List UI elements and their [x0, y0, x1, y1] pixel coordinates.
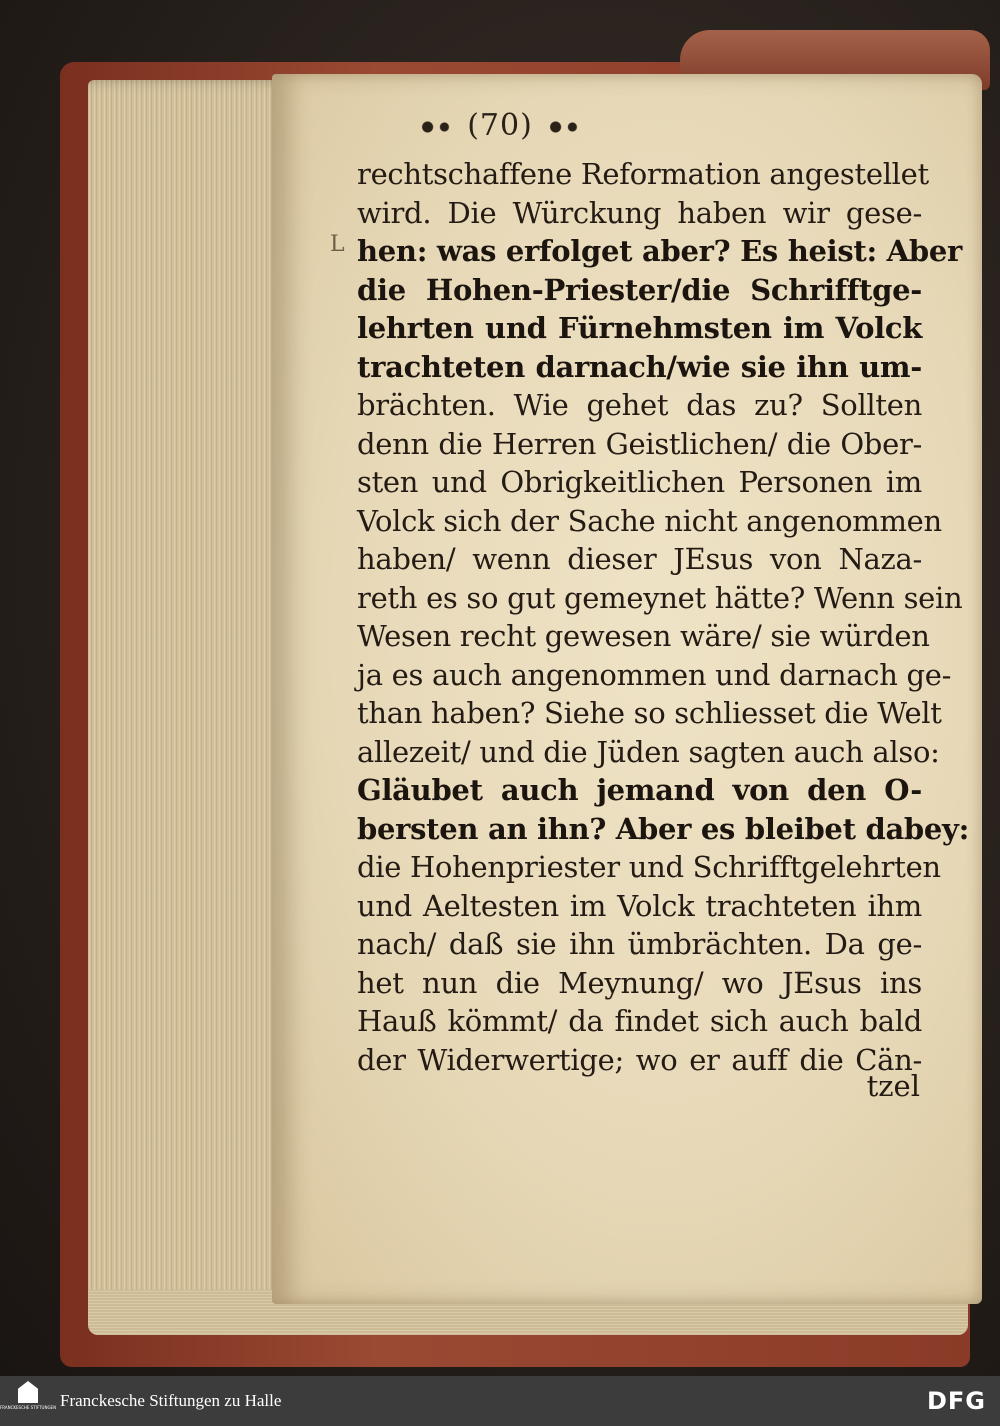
text-line: der Widerwertige; wo er auff die Cän- — [357, 1042, 922, 1077]
text-line: die Hohen-Priester/die Schrifftge- — [357, 272, 922, 307]
ornament-right-icon — [543, 116, 585, 138]
text-line: Gläubet auch jemand von den O- — [357, 773, 922, 807]
page-number — [0, 108, 1000, 143]
ornament-left-icon — [415, 116, 457, 138]
margin-mark: L — [330, 232, 345, 257]
text-line: allezeit/ und die Jüden sagten auch also: — [357, 734, 940, 769]
page-stack-left — [88, 80, 288, 1330]
page-text — [357, 155, 970, 1079]
text-line: haben/ wenn dieser JEsus von Naza- — [357, 542, 922, 576]
text-line: sten und Obrigkeitlichen Personen im — [357, 465, 922, 499]
text-line: bersten an ihn? Aber es bleibet dabey: — [357, 811, 970, 846]
text-line: Volck sich der Sache nicht angenommen — [357, 503, 942, 538]
text-line: Hauß kömmt/ da findet sich auch bald — [357, 1004, 922, 1038]
logo-building-icon — [18, 1381, 38, 1403]
text-line: denn die Herren Geistlichen/ die Ober- — [357, 426, 922, 461]
catchword: tzel — [866, 1069, 920, 1103]
footer-bar — [0, 1376, 1000, 1426]
text-line: rechtschaffene Reformation angestellet — [357, 157, 929, 191]
dfg-logo: DFG — [926, 1387, 986, 1415]
text-line: nach/ daß sie ihn ümbrächten. Da ge- — [357, 927, 922, 961]
page-number-text: (70) — [467, 108, 533, 143]
text-line: wird. Die Würckung haben wir gese- — [357, 195, 922, 230]
text-line: than haben? Siehe so schliesset die Welt — [357, 696, 942, 730]
text-line: reth es so gut gemeynet hätte? Wenn sein — [357, 580, 963, 615]
text-line: ja es auch angenommen und darnach ge- — [357, 657, 952, 692]
institution-name: Franckesche Stiftungen zu Halle — [60, 1391, 282, 1410]
text-line: Wesen recht gewesen wäre/ sie würden — [357, 619, 930, 653]
text-line: und Aeltesten im Volck trachteten ihm — [357, 888, 922, 923]
text-line: hen: was erfolget aber? Es heist: Aber — [357, 234, 962, 268]
text-line: trachteten darnach/wie sie ihn um- — [357, 349, 922, 384]
text-line: brächten. Wie gehet das zu? Sollten — [357, 388, 922, 422]
text-line: die Hohenpriester und Schrifftgelehrten — [357, 850, 941, 884]
text-line: het nun die Meynung/ wo JEsus ins — [357, 965, 922, 1000]
text-line: lehrten und Fürnehmsten im Volck — [357, 311, 922, 345]
logo-text: FRANCKESCHE STIFTUNGEN — [0, 1405, 57, 1410]
franckesche-logo-icon — [0, 1381, 57, 1421]
